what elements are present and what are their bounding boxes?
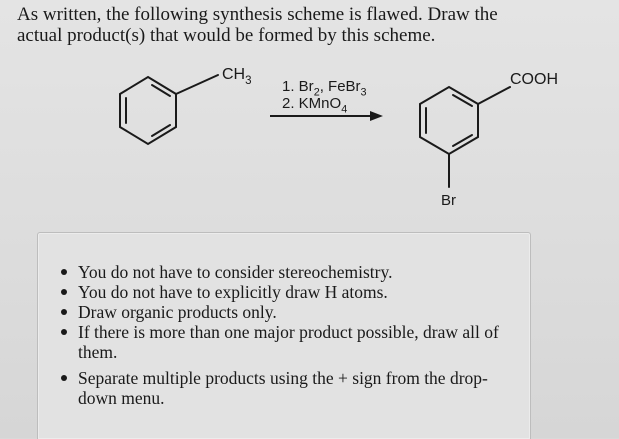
bullet-icon bbox=[61, 375, 67, 381]
instructions-list bbox=[61, 262, 511, 408]
product-benzene-ring bbox=[420, 87, 510, 187]
product-bromo-label: Br bbox=[441, 192, 456, 209]
bullet-icon bbox=[61, 269, 67, 275]
instruction-item bbox=[61, 322, 511, 362]
instruction-text: Separate multiple products using the + sign from the drop-down menu. bbox=[78, 368, 488, 408]
instruction-text: If there is more than one major product possible, draw all of them. bbox=[78, 322, 499, 362]
instructions-box bbox=[37, 232, 531, 439]
instruction-text: Draw organic products only. bbox=[78, 302, 277, 322]
bullet-icon bbox=[61, 289, 67, 295]
instruction-text: You do not have to consider stereochemistry. bbox=[78, 262, 393, 282]
reactant-methyl-label: $CH_3$ bbox=[222, 66, 252, 87]
instruction-item bbox=[61, 302, 511, 322]
bullet-icon bbox=[61, 309, 67, 315]
reactant-benzene-ring bbox=[120, 75, 218, 144]
product-carboxyl-label: COOH bbox=[510, 71, 558, 88]
instruction-item bbox=[61, 368, 511, 408]
instruction-item bbox=[61, 262, 511, 282]
question-line-1: As written, the following synthesis scheme is flawed. Draw the bbox=[17, 4, 498, 25]
instruction-text: You do not have to explicitly draw H atoms. bbox=[78, 282, 388, 302]
reactant-methyl-bond bbox=[176, 75, 218, 94]
bullet-icon bbox=[61, 329, 67, 335]
instruction-item bbox=[61, 282, 511, 302]
question-line-2: actual product(s) that would be formed by this scheme. bbox=[17, 25, 436, 46]
product-carboxyl-bond bbox=[478, 87, 510, 104]
reagent-step-2: 2. KMnO$_4$ bbox=[282, 95, 348, 116]
reaction-arrow bbox=[270, 111, 383, 121]
reagent-step-1: 1. $Br_2$, FeBr$_3$ bbox=[282, 78, 367, 99]
